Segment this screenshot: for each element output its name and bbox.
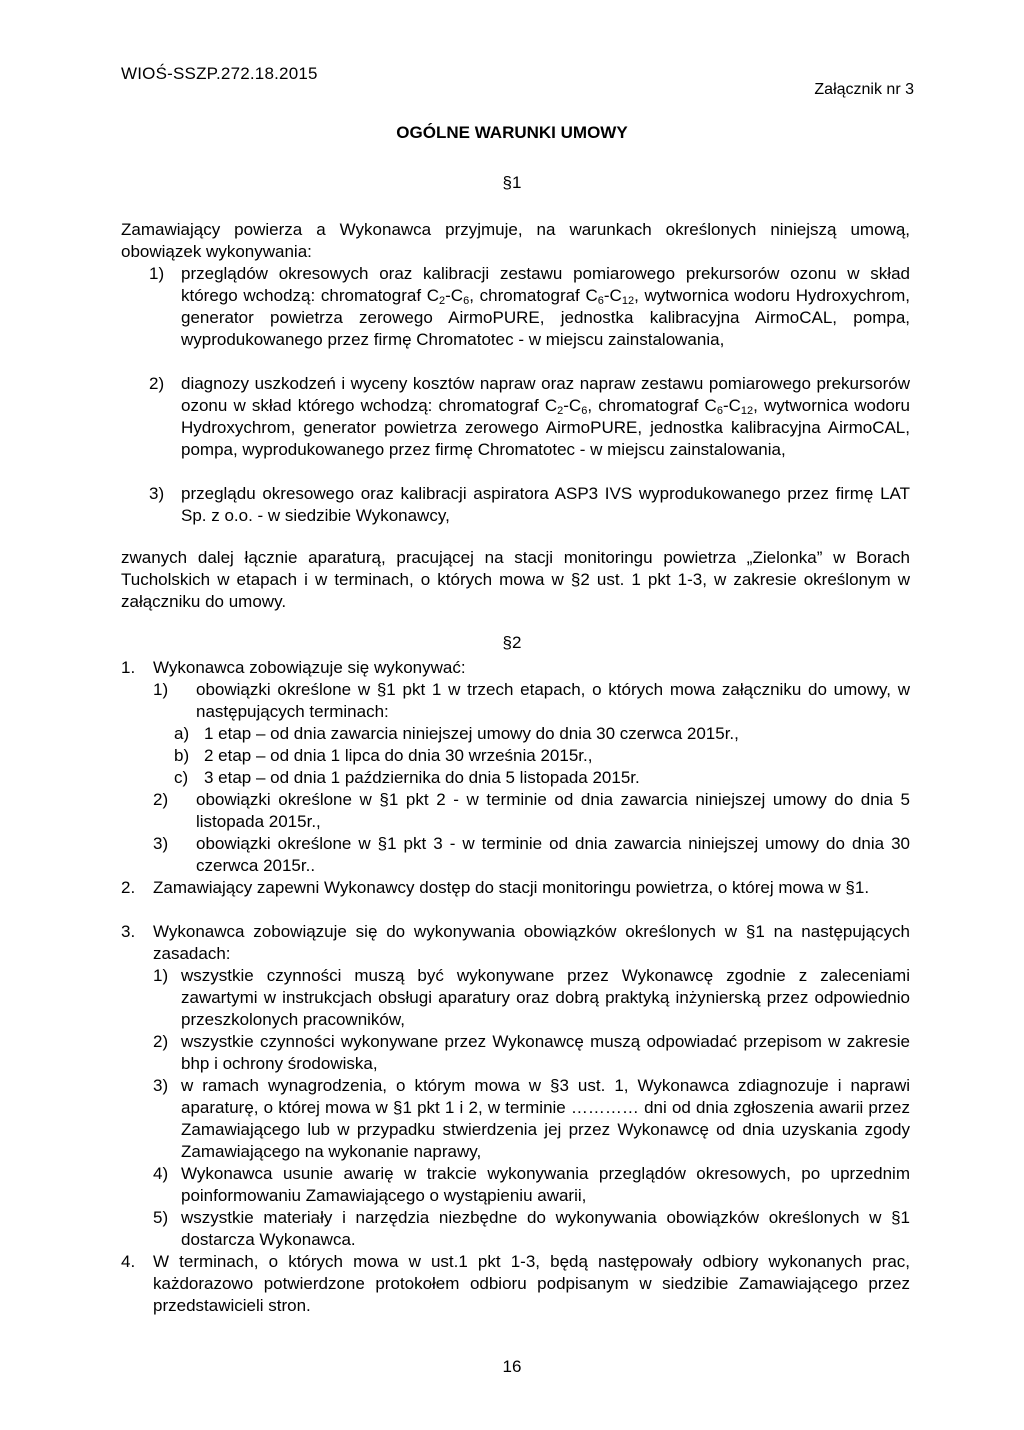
s2-p1-sub-c-text: 3 etap – od dnia 1 października do dnia 5 listopada 2015r.: [204, 768, 640, 787]
section-2-heading: §2: [502, 633, 522, 652]
s2-p1-sub-b-text: 2 etap – od dnia 1 lipca do dnia 30 września 2015r.,: [204, 746, 593, 765]
s2-p3-item-3-text: w ramach wynagrodzenia, o którym mowa w §3 ust. 1, Wykonawca zdiagnozuje i naprawi aparaturę, o której mowa w §1 pkt 1 i 2, w terminie ………… dni od dnia zgłoszenia awarii przez Zamawiającego lub w przypadku stwierdzenia jej przez Wykonawcę od dnia uzyskania zgody Zamawiającego na wykonanie naprawy,: [181, 1076, 910, 1161]
s2-p1-sub-b-letter: b): [174, 746, 190, 765]
s2-p1-sub-c-letter: c): [174, 768, 189, 787]
annex-label: Załącznik nr 3: [814, 81, 914, 98]
s2-p1-sub-a-text: 1 etap – od dnia zawarcia niniejszej umowy do dnia 30 czerwca 2015r.,: [204, 724, 739, 743]
s2-p1-item-1-number: 1): [153, 680, 169, 699]
s2-p3-item-1-text: wszystkie czynności muszą być wykonywane przez Wykonawcę zgodnie z zaleceniami zawartymi w instrukcjach obsługi aparatury oraz dobrą praktyką inżynierską przez odpowiednio przeszkolonych pracowników,: [181, 966, 910, 1029]
s1-item-3-text: przeglądu okresowego oraz kalibracji aspiratora ASP3 IVS wyprodukowanego przez firmę LAT Sp. z o.o. - w siedzibie Wykonawcy,: [181, 484, 910, 525]
s2-para-4-text: W terminach, o których mowa w ust.1 pkt 1-3, będą następowały odbiory wykonanych prac, każdorazowo potwierdzone protokołem odbioru podpisanym w siedzibie Zamawiającego przez przedstawicieli stron.: [153, 1252, 910, 1315]
s2-p3-item-5-text: wszystkie materiały i narzędzia niezbędne do wykonywania obowiązków określonych w §1 dostarcza Wykonawca.: [181, 1208, 910, 1249]
s2-p3-item-5-number: 5): [153, 1208, 169, 1227]
page-number: 16: [502, 1357, 522, 1376]
section-1-intro: Zamawiający powierza a Wykonawca przyjmuje, na warunkach określonych niniejszą umową, obowiązek wykonywania:: [121, 220, 910, 261]
s2-p3-item-4-number: 4): [153, 1164, 169, 1183]
s1-item-2-number: 2): [149, 374, 165, 393]
s2-para-2-number: 2.: [121, 878, 136, 897]
document-reference: WIOŚ-SSZP.272.18.2015: [121, 64, 318, 83]
document-title: OGÓLNE WARUNKI UMOWY: [396, 123, 628, 142]
s2-p3-item-3-number: 3): [153, 1076, 169, 1095]
s2-para-4-number: 4.: [121, 1252, 136, 1271]
s2-p1-item-1-text: obowiązki określone w §1 pkt 1 w trzech etapach, o których mowa załączniku do umowy, w następujących terminach:: [196, 680, 910, 721]
s2-p3-item-1-number: 1): [153, 966, 169, 985]
s2-p3-item-2-text: wszystkie czynności wykonywane przez Wykonawcę muszą odpowiadać przepisom w zakresie bhp i ochrony środowiska,: [181, 1032, 910, 1073]
s2-p1-item-2-text: obowiązki określone w §1 pkt 2 - w terminie od dnia zawarcia niniejszej umowy do dnia 5 listopada 2015r.,: [196, 790, 910, 831]
s2-p1-item-3-text: obowiązki określone w §1 pkt 3 - w terminie od dnia zawarcia niniejszej umowy do dnia 30 czerwca 2015r..: [196, 834, 910, 875]
s2-para-1-number: 1.: [121, 658, 136, 677]
s2-p3-item-2-number: 2): [153, 1032, 169, 1051]
s1-item-1-text: przeglądów okresowych oraz kalibracji zestawu pomiarowego prekursorów ozonu w skład którego wchodzą: chromatograf $C_2-C_6$, chromatograf $C_6-C_{12}$, wytwornica wodoru Hydroxychrom, generator powietrza zerowego AirmoPURE, jednostka kalibracyjna AirmoCAL, pompa, wyprodukowanego przez firmę Chromatotec - w miejscu zainstalowania,: [181, 264, 910, 349]
s2-p1-sub-a-letter: a): [174, 724, 190, 743]
s1-item-1-number: 1): [149, 264, 165, 283]
s2-para-1-text: Wykonawca zobowiązuje się wykonywać:: [153, 658, 466, 677]
s2-para-2-text: Zamawiający zapewni Wykonawcy dostęp do stacji monitoringu powietrza, o której mowa w §1.: [153, 878, 870, 897]
s1-item-3-number: 3): [149, 484, 165, 503]
s2-para-3-text: Wykonawca zobowiązuje się do wykonywania obowiązków określonych w §1 na następujących zasadach:: [153, 922, 910, 963]
section-1-heading: §1: [502, 173, 522, 192]
s2-p1-item-3-number: 3): [153, 834, 169, 853]
s1-item-2-text: diagnozy uszkodzeń i wyceny kosztów napraw oraz napraw zestawu pomiarowego prekursorów ozonu w skład którego wchodzą: chromatograf $C_2-C_6$, chromatograf $C_6-C_{12}$, wytwornica wodoru Hydroxychrom, generator powietrza zerowego AirmoPURE, jednostka kalibracyjna AirmoCAL, pompa, wyprodukowanego przez firmę Chromatotec - w miejscu zainstalowania,: [181, 374, 910, 459]
s2-p1-item-2-number: 2): [153, 790, 169, 809]
s2-p3-item-4-text: Wykonawca usunie awarię w trakcie wykonywania przeglądów okresowych, po uprzednim poinformowaniu Zamawiającego o wystąpieniu awarii,: [181, 1164, 910, 1205]
s2-para-3-number: 3.: [121, 922, 136, 941]
section-1-closing: zwanych dalej łącznie aparaturą, pracującej na stacji monitoringu powietrza „Zielonka” w Borach Tucholskich w etapach i w terminach, o których mowa w §2 ust. 1 pkt 1-3, w zakresie określonym w załączniku do umowy.: [121, 548, 910, 611]
